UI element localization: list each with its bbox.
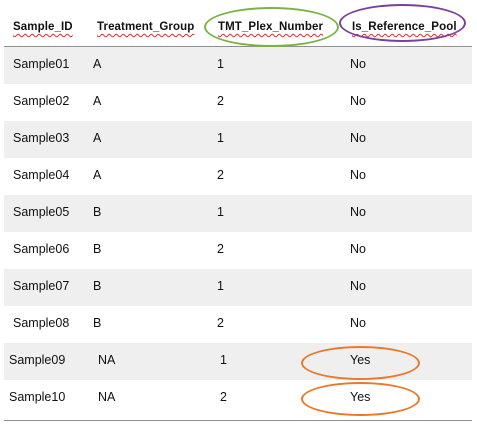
cell-is-reference-pool: No (350, 131, 366, 145)
cell-sample-id: Sample06 (13, 242, 70, 256)
cell-tmt-plex-number: 1 (217, 205, 224, 219)
header-sample-id: Sample_ID (13, 21, 73, 33)
cell-treatment-group: NA (98, 353, 116, 367)
cell-treatment-group: A (93, 131, 102, 145)
table-row (4, 158, 472, 195)
cell-is-reference-pool: No (350, 279, 366, 293)
cell-tmt-plex-number: 2 (217, 242, 224, 256)
cell-sample-id: Sample01 (13, 57, 70, 71)
cell-treatment-group: B (93, 279, 102, 293)
reference-header-highlight-circle (339, 4, 466, 42)
cell-tmt-plex-number: 1 (217, 279, 224, 293)
cell-treatment-group: B (93, 316, 102, 330)
cell-is-reference-pool: No (350, 168, 366, 182)
header-treatment-group: Treatment_Group (97, 21, 195, 33)
cell-is-reference-pool: No (350, 57, 366, 71)
sample10-yes-highlight-circle (301, 382, 420, 416)
cell-sample-id: Sample02 (13, 94, 70, 108)
cell-treatment-group: B (93, 242, 102, 256)
cell-tmt-plex-number: 1 (217, 57, 224, 71)
cell-tmt-plex-number: 2 (217, 316, 224, 330)
table-row (4, 306, 472, 343)
header-is-reference-pool: Is_Reference_Pool (352, 21, 457, 33)
sample09-yes-highlight-circle (301, 346, 420, 380)
cell-sample-id: Sample04 (13, 168, 70, 182)
cell-treatment-group: A (93, 94, 102, 108)
cell-sample-id: Sample09 (9, 353, 66, 367)
cell-is-reference-pool: No (350, 316, 366, 330)
header-tmt-plex-number: TMT_Plex_Number (218, 21, 324, 33)
cell-is-reference-pool: No (350, 242, 366, 256)
cell-sample-id: Sample05 (13, 205, 70, 219)
cell-sample-id: Sample10 (9, 390, 66, 404)
cell-treatment-group: B (93, 205, 102, 219)
cell-is-reference-pool: Yes (350, 390, 371, 404)
cell-tmt-plex-number: 2 (220, 390, 227, 404)
table-row (4, 47, 472, 84)
cell-sample-id: Sample08 (13, 316, 70, 330)
cell-is-reference-pool: No (350, 205, 366, 219)
cell-is-reference-pool: Yes (350, 353, 371, 367)
cell-treatment-group: A (93, 57, 102, 71)
cell-is-reference-pool: No (350, 94, 366, 108)
cell-tmt-plex-number: 1 (220, 353, 227, 367)
table-row (4, 195, 472, 232)
cell-tmt-plex-number: 1 (217, 131, 224, 145)
cell-sample-id: Sample07 (13, 279, 70, 293)
cell-tmt-plex-number: 2 (217, 94, 224, 108)
plex-header-highlight-circle (204, 7, 339, 47)
cell-sample-id: Sample03 (13, 131, 70, 145)
bottom-rule (4, 420, 472, 421)
cell-tmt-plex-number: 2 (217, 168, 224, 182)
table-row (4, 84, 472, 121)
table-row (4, 121, 472, 158)
table-row (4, 232, 472, 269)
cell-treatment-group: NA (98, 390, 116, 404)
cell-treatment-group: A (93, 168, 102, 182)
table-row (4, 269, 472, 306)
